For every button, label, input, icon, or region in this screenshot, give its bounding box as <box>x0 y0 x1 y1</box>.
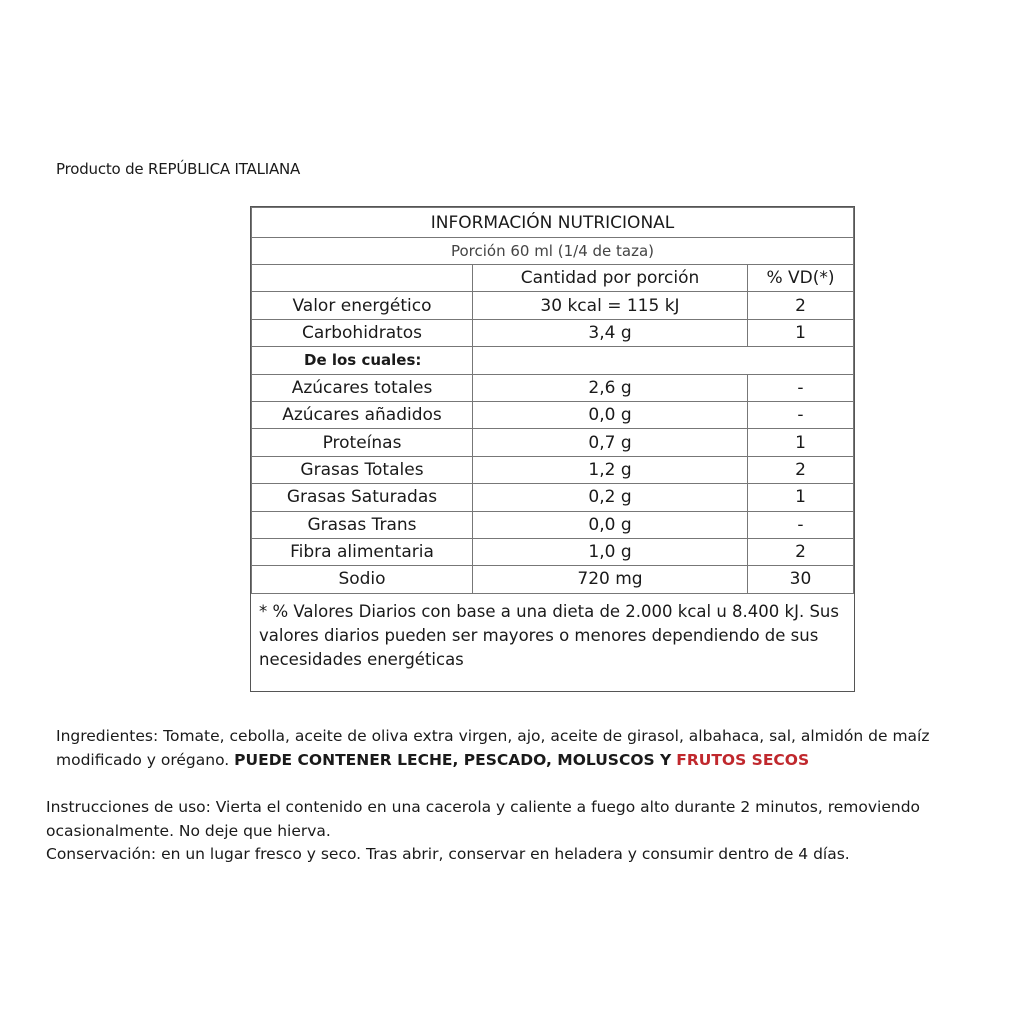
portion-size: Porción 60 ml (1/4 de taza) <box>252 238 854 265</box>
allergen-warning: PUEDE CONTENER LECHE, PESCADO, MOLUSCOS Y <box>234 751 672 769</box>
table-row <box>252 401 854 428</box>
nutrient-name: Azúcares añadidos <box>252 401 473 428</box>
table-row <box>252 429 854 456</box>
nutrient-vd: 30 <box>748 566 854 593</box>
nutrient-name: Grasas Totales <box>252 456 473 483</box>
nutrient-vd: - <box>748 401 854 428</box>
table-row <box>252 484 854 511</box>
usage-block <box>46 796 996 867</box>
storage-text: Conservación: en un lugar fresco y seco. Tras abrir, conservar en heladera y consumir dentro de 4 días. <box>46 845 850 863</box>
nutrient-vd: 1 <box>748 429 854 456</box>
nutrient-name: Carbohidratos <box>252 319 473 346</box>
nutrient-name: Sodio <box>252 566 473 593</box>
nutrient-vd: 2 <box>748 538 854 565</box>
nutrient-amount: 0,7 g <box>473 429 748 456</box>
nutrient-vd: 1 <box>748 484 854 511</box>
column-header-amount: Cantidad por porción <box>473 265 748 292</box>
daily-values-footnote: * % Valores Diarios con base a una dieta de 2.000 kcal u 8.400 kJ. Sus valores diarios pueden ser mayores o menores dependiendo de sus necesidades energéticas <box>259 601 839 669</box>
table-row <box>252 374 854 401</box>
nutrient-amount: 2,6 g <box>473 374 748 401</box>
nutrient-name: Valor energético <box>252 292 473 319</box>
table-row <box>252 538 854 565</box>
nutrition-title: INFORMACIÓN NUTRICIONAL <box>252 208 854 238</box>
nutrient-amount: 1,0 g <box>473 538 748 565</box>
nutrition-facts-table <box>250 206 855 692</box>
table-row <box>252 456 854 483</box>
nutrient-name: Fibra alimentaria <box>252 538 473 565</box>
table-row <box>252 319 854 346</box>
nutrient-amount: 1,2 g <box>473 456 748 483</box>
table-row <box>252 347 854 374</box>
ingredients-block <box>56 724 986 772</box>
nutrient-amount: 0,0 g <box>473 511 748 538</box>
column-header-vd: % VD(*) <box>748 265 854 292</box>
nutrient-name: Grasas Saturadas <box>252 484 473 511</box>
nutrient-amount: 0,2 g <box>473 484 748 511</box>
nutrient-vd: 2 <box>748 292 854 319</box>
nutrient-amount: 720 mg <box>473 566 748 593</box>
header-empty-cell <box>252 265 473 292</box>
instructions-text: Vierta el contenido en una cacerola y caliente a fuego alto durante 2 minutos, removiendo ocasionalmente. No deje que hierva. <box>46 798 921 840</box>
table-row <box>252 511 854 538</box>
nutrient-vd: - <box>748 511 854 538</box>
ingredients-text: Ingredientes: Tomate, cebolla, aceite de oliva extra virgen, ajo, aceite de girasol, albahaca, sal, almidón de maíz modificado y orégano. <box>56 727 930 769</box>
nutrient-amount: 3,4 g <box>473 319 748 346</box>
nutrient-amount: 30 kcal = 115 kJ <box>473 292 748 319</box>
instructions-label: Instrucciones de uso: <box>46 798 211 816</box>
nutrient-subheading: De los cuales: <box>252 347 473 374</box>
nutrient-name: Grasas Trans <box>252 511 473 538</box>
table-row <box>252 566 854 593</box>
nutrient-subheading-empty <box>473 347 854 374</box>
table-row <box>252 292 854 319</box>
instructions-line <box>46 796 996 843</box>
product-origin: Producto de REPÚBLICA ITALIANA <box>56 160 301 178</box>
nutrient-name: Azúcares totales <box>252 374 473 401</box>
nutrient-name: Proteínas <box>252 429 473 456</box>
nutrient-vd: 2 <box>748 456 854 483</box>
nutrient-vd: - <box>748 374 854 401</box>
allergen-warning-nuts: FRUTOS SECOS <box>676 751 810 769</box>
nutrient-vd: 1 <box>748 319 854 346</box>
nutrient-amount: 0,0 g <box>473 401 748 428</box>
